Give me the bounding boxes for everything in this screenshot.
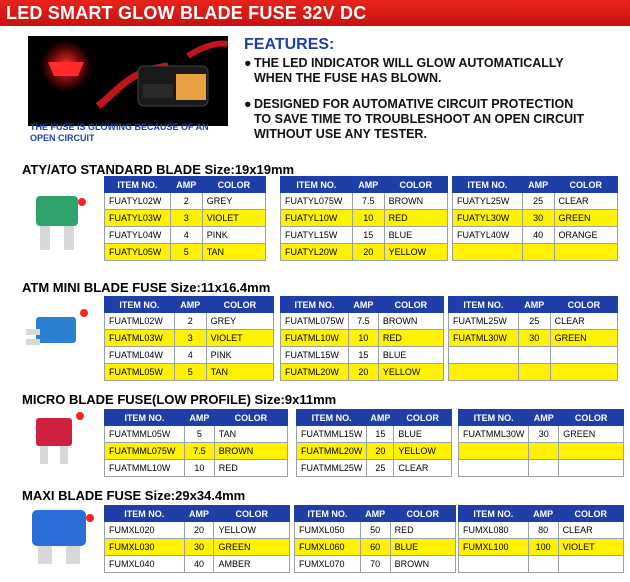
spec-table (280, 296, 444, 381)
color-cell: CLEAR (394, 460, 452, 477)
amp-cell (522, 244, 554, 261)
table-row (295, 556, 456, 573)
item-no-cell: FUATYL25W (453, 193, 523, 210)
maxi-fuse-image (22, 504, 102, 570)
section-title-aty: ATY/ATO STANDARD BLADE Size:19x19mm (22, 162, 295, 177)
item-no-cell: FUATYL15W (281, 227, 353, 244)
amp-cell: 25 (518, 313, 550, 330)
amp-cell: 3 (170, 210, 202, 227)
amp-cell: 7.5 (352, 193, 384, 210)
table-row (105, 210, 266, 227)
color-cell: BLUE (394, 426, 452, 443)
color-cell: YELLOW (384, 244, 447, 261)
color-cell: GREEN (554, 210, 617, 227)
column-header-item: ITEM NO. (281, 297, 349, 313)
amp-cell: 3 (174, 330, 206, 347)
amp-cell: 15 (352, 227, 384, 244)
item-no-cell: FUATYL075W (281, 193, 353, 210)
color-cell (550, 347, 617, 364)
item-no-cell: FUMXL100 (459, 539, 529, 556)
spec-table (458, 409, 624, 477)
table-row (105, 330, 274, 347)
amp-cell: 7.5 (348, 313, 378, 330)
color-cell: VIOLET (206, 330, 273, 347)
amp-cell: 10 (184, 460, 214, 477)
item-no-cell (453, 244, 523, 261)
amp-cell: 100 (528, 539, 558, 556)
table-row (105, 443, 288, 460)
color-cell: CLEAR (558, 522, 623, 539)
column-header-color: COLOR (214, 506, 290, 522)
item-no-cell: FUATYL04W (105, 227, 171, 244)
column-header-item: ITEM NO. (105, 506, 185, 522)
color-cell: VIOLET (202, 210, 265, 227)
column-header-color: COLOR (384, 177, 447, 193)
amp-cell: 15 (348, 347, 378, 364)
table-row (295, 522, 456, 539)
amp-cell: 30 (529, 426, 559, 443)
amp-cell: 5 (174, 364, 206, 381)
table-row (281, 364, 444, 381)
column-header-item: ITEM NO. (281, 177, 353, 193)
table-row (105, 227, 266, 244)
item-no-cell: FUMXL060 (295, 539, 361, 556)
spec-table (104, 505, 290, 573)
color-cell: PINK (202, 227, 265, 244)
spec-table (294, 505, 456, 573)
amp-cell (528, 556, 558, 573)
item-no-cell: FUATML20W (281, 364, 349, 381)
table-row (281, 244, 448, 261)
amp-cell: 4 (170, 227, 202, 244)
item-no-cell: FUATMML25W (297, 460, 367, 477)
spec-table (104, 176, 266, 261)
color-cell: GREEN (214, 539, 290, 556)
color-cell: YELLOW (214, 522, 290, 539)
color-cell: ORANGE (554, 227, 617, 244)
column-header-item: ITEM NO. (459, 506, 529, 522)
table-row (297, 460, 452, 477)
spec-table (458, 505, 624, 573)
color-cell: RED (384, 210, 447, 227)
features-heading: FEATURES: (244, 36, 335, 53)
aty-fuse-image (22, 190, 102, 256)
column-header-amp: AMP (367, 410, 394, 426)
amp-cell: 10 (348, 330, 378, 347)
item-no-cell: FUATYL40W (453, 227, 523, 244)
table-row (453, 193, 618, 210)
amp-cell: 40 (522, 227, 554, 244)
color-cell: BROWN (378, 313, 443, 330)
amp-cell: 20 (367, 443, 394, 460)
table-row (281, 193, 448, 210)
item-no-cell (459, 556, 529, 573)
table-row (449, 347, 618, 364)
color-cell: TAN (214, 426, 287, 443)
page-title: LED SMART GLOW BLADE FUSE 32V DC (0, 0, 630, 26)
table-row (281, 227, 448, 244)
section-title-maxi: MAXI BLADE FUSE Size:29x34.4mm (22, 488, 246, 503)
table-row (281, 330, 444, 347)
item-no-cell: FUMXL050 (295, 522, 361, 539)
color-cell: BROWN (214, 443, 287, 460)
item-no-cell: FUATYL20W (281, 244, 353, 261)
table-row (459, 539, 624, 556)
item-no-cell: FUATYL10W (281, 210, 353, 227)
item-no-cell (449, 347, 519, 364)
column-header-item: ITEM NO. (459, 410, 529, 426)
column-header-color: COLOR (378, 297, 443, 313)
amp-cell: 20 (352, 244, 384, 261)
table-row (105, 556, 290, 573)
item-no-cell: FUATYL03W (105, 210, 171, 227)
item-no-cell: FUMXL030 (105, 539, 185, 556)
item-no-cell: FUATML03W (105, 330, 175, 347)
item-no-cell: FUATMML05W (105, 426, 185, 443)
spec-table (104, 296, 274, 381)
amp-cell: 30 (522, 210, 554, 227)
table-row (105, 313, 274, 330)
color-cell: CLEAR (554, 193, 617, 210)
amp-cell (529, 460, 559, 477)
item-no-cell: FUATYL30W (453, 210, 523, 227)
table-row (105, 522, 290, 539)
amp-cell: 20 (348, 364, 378, 381)
table-row (105, 347, 274, 364)
table-row (297, 426, 452, 443)
item-no-cell: FUATML30W (449, 330, 519, 347)
item-no-cell: FUATML15W (281, 347, 349, 364)
color-cell: YELLOW (378, 364, 443, 381)
table-row (449, 330, 618, 347)
item-no-cell (459, 460, 529, 477)
item-no-cell (459, 443, 529, 460)
table-row (281, 313, 444, 330)
column-header-color: COLOR (206, 297, 273, 313)
amp-cell: 7.5 (184, 443, 214, 460)
amp-cell: 2 (170, 193, 202, 210)
column-header-amp: AMP (174, 297, 206, 313)
column-header-item: ITEM NO. (295, 506, 361, 522)
color-cell: BLUE (390, 539, 455, 556)
spec-table (296, 409, 452, 477)
color-cell: PINK (206, 347, 273, 364)
feature-item-led: ● THE LED INDICATOR WILL GLOW AUTOMATICALLY WHEN THE FUSE HAS BLOWN. (244, 56, 564, 85)
amp-cell: 25 (522, 193, 554, 210)
table-row (453, 210, 618, 227)
amp-cell: 40 (184, 556, 214, 573)
color-cell (550, 364, 617, 381)
item-no-cell: FUATML10W (281, 330, 349, 347)
color-cell: BROWN (384, 193, 447, 210)
item-no-cell: FUATMML20W (297, 443, 367, 460)
color-cell: TAN (206, 364, 273, 381)
column-header-amp: AMP (360, 506, 390, 522)
item-no-cell: FUMXL020 (105, 522, 185, 539)
column-header-color: COLOR (558, 506, 623, 522)
table-row (105, 193, 266, 210)
amp-cell: 2 (174, 313, 206, 330)
table-row (105, 244, 266, 261)
amp-cell: 80 (528, 522, 558, 539)
table-row (449, 364, 618, 381)
table-row (453, 244, 618, 261)
item-no-cell: FUATML075W (281, 313, 349, 330)
item-no-cell: FUATML25W (449, 313, 519, 330)
item-no-cell: FUATMML15W (297, 426, 367, 443)
table-row (105, 460, 288, 477)
column-header-item: ITEM NO. (105, 410, 185, 426)
amp-cell: 70 (360, 556, 390, 573)
column-header-amp: AMP (352, 177, 384, 193)
table-row (297, 443, 452, 460)
table-row (281, 347, 444, 364)
bullet-icon: ● (244, 97, 252, 111)
color-cell: BLUE (384, 227, 447, 244)
color-cell: RED (378, 330, 443, 347)
table-row (453, 227, 618, 244)
column-header-amp: AMP (184, 410, 214, 426)
item-no-cell: FUATMML075W (105, 443, 185, 460)
color-cell: RED (214, 460, 287, 477)
column-header-amp: AMP (529, 410, 559, 426)
table-row (105, 426, 288, 443)
color-cell: BROWN (390, 556, 455, 573)
amp-cell: 10 (352, 210, 384, 227)
column-header-amp: AMP (184, 506, 214, 522)
column-header-amp: AMP (518, 297, 550, 313)
color-cell: RED (390, 522, 455, 539)
amp-cell: 30 (518, 330, 550, 347)
table-row (295, 539, 456, 556)
section-title-atm: ATM MINI BLADE FUSE Size:11x16.4mm (22, 280, 271, 295)
column-header-item: ITEM NO. (105, 297, 175, 313)
hero-caption: THE FUSE IS GLOWING BECAUSE OF AN OPEN CIRCUIT (30, 122, 209, 143)
column-header-color: COLOR (394, 410, 452, 426)
amp-cell: 15 (367, 426, 394, 443)
color-cell (554, 244, 617, 261)
spec-table (104, 409, 288, 477)
color-cell: YELLOW (394, 443, 452, 460)
color-cell: GREY (206, 313, 273, 330)
item-no-cell: FUATML02W (105, 313, 175, 330)
item-no-cell: FUATYL05W (105, 244, 171, 261)
column-header-item: ITEM NO. (297, 410, 367, 426)
color-cell: VIOLET (558, 539, 623, 556)
table-row (459, 522, 624, 539)
table-row (105, 364, 274, 381)
amp-cell: 50 (360, 522, 390, 539)
item-no-cell: FUATML05W (105, 364, 175, 381)
item-no-cell: FUATMML30W (459, 426, 529, 443)
table-row (459, 460, 624, 477)
section-title-micro: MICRO BLADE FUSE(LOW PROFILE) Size:9x11mm (22, 392, 337, 407)
color-cell: GREEN (550, 330, 617, 347)
column-header-item: ITEM NO. (449, 297, 519, 313)
spec-table (448, 296, 618, 381)
column-header-color: COLOR (202, 177, 265, 193)
column-header-item: ITEM NO. (453, 177, 523, 193)
color-cell: CLEAR (550, 313, 617, 330)
amp-cell: 5 (170, 244, 202, 261)
color-cell: TAN (202, 244, 265, 261)
amp-cell (518, 347, 550, 364)
atm-fuse-image (22, 303, 102, 369)
micro-fuse-image (22, 406, 102, 472)
amp-cell: 20 (184, 522, 214, 539)
item-no-cell: FUMXL040 (105, 556, 185, 573)
spec-table (280, 176, 448, 261)
amp-cell: 30 (184, 539, 214, 556)
feature-item-protection: ● DESIGNED FOR AUTOMATIVE CIRCUIT PROTECTION TO SAVE TIME TO TROUBLESHOOT AN OPEN CIRCUIT WITHOUT USE ANY TESTER. (244, 97, 585, 141)
color-cell (559, 460, 624, 477)
color-cell: GREY (202, 193, 265, 210)
item-no-cell (449, 364, 519, 381)
item-no-cell: FUMXL080 (459, 522, 529, 539)
hero-fuse-image (28, 36, 228, 126)
column-header-amp: AMP (170, 177, 202, 193)
item-no-cell: FUATMML10W (105, 460, 185, 477)
color-cell: BLUE (378, 347, 443, 364)
bullet-icon: ● (244, 56, 252, 70)
table-row (459, 426, 624, 443)
amp-cell: 60 (360, 539, 390, 556)
item-no-cell: FUATYL02W (105, 193, 171, 210)
table-row (281, 210, 448, 227)
color-cell (559, 443, 624, 460)
column-header-amp: AMP (522, 177, 554, 193)
color-cell: AMBER (214, 556, 290, 573)
table-row (449, 313, 618, 330)
amp-cell: 4 (174, 347, 206, 364)
color-cell (558, 556, 623, 573)
column-header-item: ITEM NO. (105, 177, 171, 193)
amp-cell: 25 (367, 460, 394, 477)
spec-table (452, 176, 618, 261)
amp-cell (529, 443, 559, 460)
table-row (459, 556, 624, 573)
column-header-color: COLOR (390, 506, 455, 522)
amp-cell (518, 364, 550, 381)
table-row (459, 443, 624, 460)
item-no-cell: FUMXL070 (295, 556, 361, 573)
column-header-color: COLOR (550, 297, 617, 313)
column-header-amp: AMP (528, 506, 558, 522)
amp-cell: 5 (184, 426, 214, 443)
color-cell: GREEN (559, 426, 624, 443)
column-header-color: COLOR (559, 410, 624, 426)
column-header-amp: AMP (348, 297, 378, 313)
column-header-color: COLOR (214, 410, 287, 426)
item-no-cell: FUATML04W (105, 347, 175, 364)
column-header-color: COLOR (554, 177, 617, 193)
table-row (105, 539, 290, 556)
